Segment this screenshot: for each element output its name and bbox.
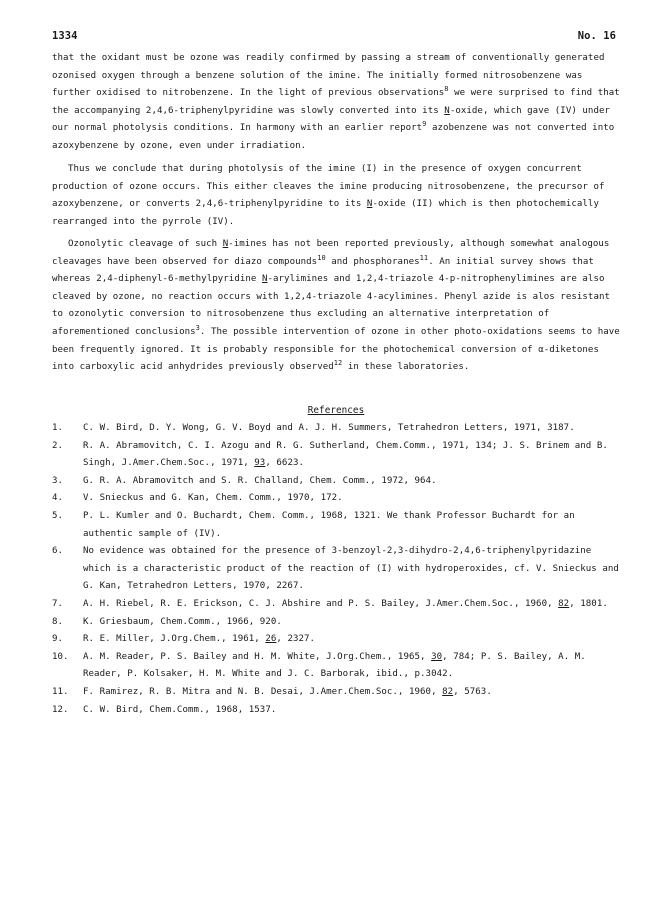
- reference-number: 6.: [52, 546, 64, 557]
- underlined-text: 30: [431, 651, 443, 662]
- citation-superscript: 3: [195, 323, 200, 332]
- text-run: azobenzene was not converted into azoxybenzene by ozone, even under irradiation.: [52, 123, 615, 151]
- reference-item: [52, 473, 620, 491]
- text-run: , 784; P. S. Bailey, A. M. Reader, P. Kolsaker, H. M. White and J. C. Barborak, ibid., p.3042.: [83, 651, 586, 680]
- text-run: , 1801.: [569, 598, 608, 609]
- text-run: K. Griesbaum, Chem.Comm., 1966, 920.: [83, 616, 282, 627]
- reference-text: [83, 634, 315, 644]
- references-section: [52, 402, 620, 719]
- text-run: , 6623.: [265, 458, 305, 469]
- reference-number: 9.: [52, 634, 64, 645]
- reference-item: [52, 438, 620, 473]
- text-run: in these laboratories.: [342, 362, 470, 373]
- reference-item: [52, 684, 620, 702]
- page-header: [52, 30, 620, 44]
- text-run: Thus we conclude that during photolysis of the imine (I) in the presence of oxygen concurrent production of ozone occurs. This either cleaves the imine producing nitrosobenzene, the precursor of azoxybenzene, or converts 2,4,6-triphenylpyridine to its: [52, 164, 605, 210]
- text-run: R. E. Miller, J.Org.Chem., 1961,: [83, 634, 266, 645]
- reference-item: [52, 508, 620, 543]
- reference-item: [52, 596, 620, 614]
- body-text: [52, 50, 620, 156]
- text-run: , 2327.: [276, 634, 316, 645]
- underlined-text: N: [222, 239, 229, 249]
- reference-list: [52, 420, 620, 719]
- text-run: we were surprised to find that the accompanying 2,4,6-triphenylpyridine was slowly converted into its: [52, 88, 620, 116]
- text-run: R. A. Abramovitch, C. I. Azogu and R. G. Sutherland, Chem.Comm., 1971, 134; J. S. Brinem and B. Singh, J.Amer.Chem.Soc., 1971,: [83, 440, 608, 469]
- citation-superscript: 11: [419, 253, 429, 262]
- reference-text: [83, 652, 586, 680]
- text-run: and phosphoranes: [325, 256, 420, 267]
- text-run: . The possible intervention of ozone in other photo-oxidations seems to have been frequently ignored. It is probably responsible for the photochemical conversion of α-diketones into carboxylic acid anhydrides previously observed: [52, 326, 620, 373]
- underlined-text: N: [366, 199, 373, 210]
- reference-item: [52, 702, 620, 720]
- reference-number: 3.: [52, 475, 64, 486]
- reference-number: 5.: [52, 510, 64, 521]
- text-run: No evidence was obtained for the presence of 3-benzoyl-2,3-dihydro-2,4,6-triphenylpyridazine which is a characteristic product of the reaction of (I) with hydroperoxides, cf. V. Snieckus and G. Kan, Tetrahedron Letters, 1970, 2267.: [83, 546, 619, 592]
- reference-item: [52, 649, 620, 684]
- reference-text: [83, 617, 282, 627]
- text-run: C. W. Bird, D. Y. Wong, G. V. Boyd and A. J. H. Summers, Tetrahedron Letters, 1971, 3187.: [83, 423, 575, 433]
- underlined-text: N: [444, 105, 450, 116]
- reference-number: 7.: [52, 598, 64, 609]
- underlined-text: 82: [558, 598, 570, 609]
- reference-text: [83, 441, 608, 469]
- issue-number: No. 16: [577, 30, 616, 42]
- citation-superscript: 8: [444, 85, 449, 94]
- text-run: V. Snieckus and G. Kan, Chem. Comm., 1970, 172.: [83, 493, 343, 504]
- reference-text: [83, 493, 343, 503]
- reference-number: 1.: [52, 423, 64, 433]
- reference-text: [83, 511, 575, 539]
- reference-text: [83, 476, 437, 486]
- text-run: A. H. Riebel, R. E. Erickson, C. J. Abshire and P. S. Bailey, J.Amer.Chem.Soc., 1960,: [83, 598, 559, 609]
- underlined-text: 82: [442, 686, 454, 697]
- text-run: P. L. Kumler and O. Buchardt, Chem. Comm., 1968, 1321. We thank Professor Buchardt for an authentic sample of (IV).: [83, 510, 575, 539]
- reference-text: [83, 687, 492, 697]
- page-number: 1334: [52, 30, 78, 42]
- reference-item: [52, 543, 620, 596]
- paragraph-3: [52, 236, 620, 377]
- text-run: Ozonolytic cleavage of such: [68, 239, 223, 249]
- text-run: -oxide (II) which is then photochemically rearranged into the pyrrole (IV).: [52, 199, 599, 227]
- reference-number: 12.: [52, 704, 69, 715]
- citation-superscript: 10: [317, 253, 326, 262]
- text-run: -imines has not been reported previously, although somewhat analogous cleavages have been observed for diazo compounds: [52, 239, 610, 267]
- references-heading: References: [307, 405, 365, 416]
- text-run: A. M. Reader, P. S. Bailey and H. M. White, J.Org.Chem., 1965,: [83, 651, 432, 662]
- text-run: -arylimines and 1,2,4-triazole 4-p-nitrophenylimines are also cleaved by ozone, no reaction occurs with 1,2,4-triazole 4-acylimines. Phenyl azide is alos resistant to ozonolytic conversion to nitrosobenzene thus excluding an alternative interpretation of aforementioned conclusions: [52, 274, 611, 337]
- text-run: G. R. A. Abramovitch and S. R. Challand, Chem. Comm., 1972, 964.: [83, 475, 437, 486]
- citation-superscript: 9: [422, 120, 427, 129]
- reference-text: [83, 599, 608, 609]
- reference-number: 2.: [52, 440, 64, 451]
- reference-item: [52, 420, 620, 438]
- body-text-3: [52, 236, 620, 377]
- reference-text: [83, 423, 575, 433]
- reference-number: 11.: [52, 686, 69, 697]
- reference-number: 8.: [52, 616, 64, 627]
- text-run: C. W. Bird, Chem.Comm., 1968, 1537.: [83, 704, 277, 715]
- paragraph-2: [52, 161, 620, 231]
- paragraph-1: [52, 50, 620, 156]
- body-text-2: [52, 161, 620, 231]
- underlined-text: 26: [265, 634, 277, 645]
- text-run: that the oxidant must be ozone was readily confirmed by passing a stream of conventionally generated ozonised oxygen through a benzene solution of the imine. The initially formed nitrosobenzene was further oxidised to nitrobenzene. In the light of previous observations: [52, 53, 605, 99]
- reference-number: 10.: [52, 651, 69, 662]
- text-run: -oxide, which gave (IV) under our normal photolysis conditions. In harmony with an earlier report: [52, 105, 611, 134]
- reference-text: [83, 546, 619, 591]
- text-run: F. Ramirez, R. B. Mitra and N. B. Desai, J.Amer.Chem.Soc., 1960,: [83, 686, 443, 697]
- reference-number: 4.: [52, 493, 64, 504]
- reference-item: [52, 614, 620, 632]
- reference-text: [83, 705, 276, 715]
- underlined-text: 93: [254, 458, 266, 469]
- reference-item: [52, 631, 620, 649]
- text-run: . An initial survey shows that whereas 2,4-diphenyl-6-methylpyridine: [52, 256, 594, 285]
- citation-superscript: 12: [333, 359, 343, 368]
- underlined-text: N: [261, 274, 268, 285]
- reference-item: [52, 490, 620, 508]
- text-run: , 5763.: [453, 686, 492, 697]
